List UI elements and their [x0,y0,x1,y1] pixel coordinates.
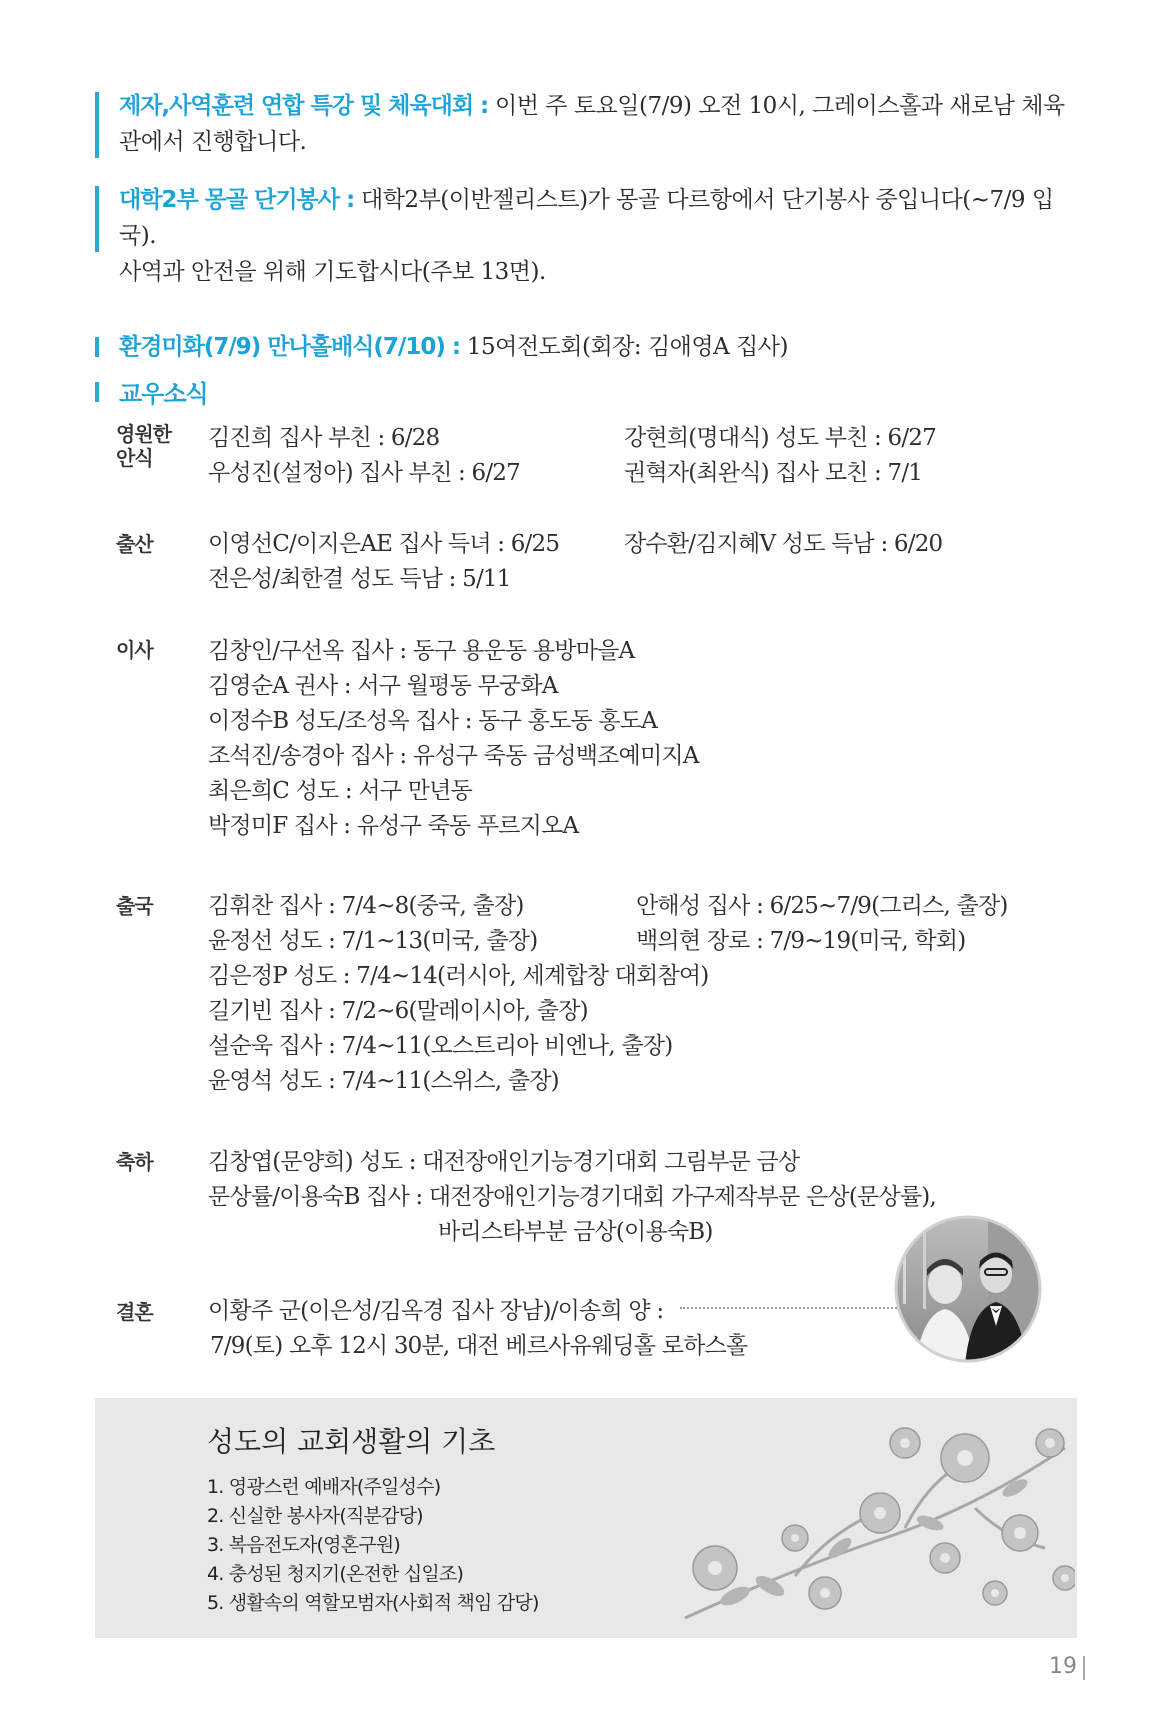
condolence-item-1: 김진희 집사 부친 : 6/28 [208,425,440,451]
wedding-leader-dots [680,1307,900,1309]
news-title: 교우소식 [119,380,208,408]
congrats-item-1: 김창엽(문양희) 성도 : 대전장애인기능경기대회 그림부문 금상 [208,1149,800,1175]
basics-item-5: 5. 생활속의 역할모범자(사회적 책임 감당) [207,1592,539,1614]
category-wedding: 결혼 [116,1300,153,1324]
moving-item-2: 김영순A 권사 : 서구 월평동 무궁화A [208,673,558,699]
birth-item-2: 장수환/김지혜V 성도 득남 : 6/20 [624,531,943,557]
notice-mongolia [119,182,1079,290]
page-number: 19 [1049,1654,1077,1679]
travel-item-4: 백의현 장로 : 7/9~19(미국, 학회) [636,928,966,954]
travel-item-3: 윤정선 성도 : 7/1~13(미국, 출장) [208,928,538,954]
category-condolence [116,422,186,470]
category-travel: 출국 [116,894,153,918]
moving-item-3: 이정수B 성도/조성옥 집사 : 동구 홍도동 홍도A [208,708,657,734]
notice-mongolia-title: 대학2부 몽골 단기봉사 : [119,187,355,213]
birth-item-1: 이영선C/이지은AE 집사 득녀 : 6/25 [208,531,560,557]
notice-training-line2: 관에서 진행합니다. [119,129,307,155]
notice-bar-1 [95,92,99,158]
church-life-basics-box [95,1398,1077,1638]
travel-item-6: 길기빈 집사 : 7/2~6(말레이시아, 출장) [208,998,588,1024]
floral-decoration-icon [675,1418,1075,1638]
basics-title: 성도의 교회생활의 기초 [207,1425,496,1458]
basics-item-2: 2. 신실한 봉사자(직분감당) [207,1505,423,1527]
notice-bar-2 [95,186,99,252]
notice-training [119,88,1079,160]
travel-item-7: 설순욱 집사 : 7/4~11(오스트리아 비엔나, 출장) [208,1033,673,1059]
notice-mongolia-line1: 대학2부(이반젤리스트)가 몽골 다르항에서 단기봉사 중입니다(~7/9 입국). [119,187,1054,249]
category-condolence-label1: 영원한 [116,422,171,446]
notice-training-line1: 이번 주 토요일(7/9) 오전 10시, 그레이스홀과 새로남 체육 [488,93,1065,119]
congrats-item-3: 바리스타부분 금상(이용숙B) [438,1219,713,1245]
category-birth: 출산 [116,532,153,556]
moving-item-1: 김창인/구선옥 집사 : 동구 용운동 용방마을A [208,638,635,664]
moving-item-4: 조석진/송경아 집사 : 유성구 죽동 금성백조예미지A [208,743,699,769]
env-text: 15여전도회(회장: 김애영A 집사) [460,334,788,360]
page-number-divider [1083,1656,1085,1680]
notice-training-title: 제자,사역훈련 연합 특강 및 체육대회 : [119,93,489,119]
env-bar [95,337,99,357]
condolence-item-3: 우성진(설정아) 집사 부친 : 6/27 [208,460,520,486]
moving-item-5: 최은희C 성도 : 서구 만년동 [208,778,472,804]
travel-item-5: 김은정P 성도 : 7/4~14(러시아, 세계합창 대회참여) [208,963,709,989]
birth-item-3: 전은성/최한결 성도 득남 : 5/11 [208,566,511,592]
env-title: 환경미화(7/9) 만나홀배식(7/10) : [119,334,461,360]
wedding-item-2: 7/9(토) 오후 12시 30분, 대전 베르사유웨딩홀 로하스홀 [210,1333,748,1359]
basics-item-3: 3. 복음전도자(영혼구원) [207,1534,400,1556]
travel-item-2: 안해성 집사 : 6/25~7/9(그리스, 출장) [636,893,1008,919]
condolence-item-2: 강현희(명대식) 성도 부친 : 6/27 [624,425,936,451]
travel-item-1: 김휘찬 집사 : 7/4~8(중국, 출장) [208,893,524,919]
category-congrats: 축하 [116,1150,153,1174]
travel-item-8: 윤영석 성도 : 7/4~11(스위스, 출장) [208,1068,559,1094]
category-moving: 이사 [116,638,153,662]
congrats-item-2: 문상률/이용숙B 집사 : 대전장애인기능경기대회 가구제작부문 은상(문상률), [208,1184,936,1210]
notice-mongolia-line2: 사역과 안전을 위해 기도합시다(주보 13면). [119,259,546,285]
env-notice [119,329,788,365]
condolence-item-4: 권혁자(최완식) 집사 모친 : 7/1 [624,460,923,486]
basics-item-4: 4. 충성된 청지기(온전한 십일조) [207,1563,464,1585]
news-bar [95,382,99,402]
wedding-item-1: 이황주 군(이은성/김옥경 집사 장남)/이송희 양 : [208,1298,664,1324]
wedding-photo [893,1214,1043,1364]
moving-item-6: 박정미F 집사 : 유성구 죽동 푸르지오A [208,813,579,839]
category-condolence-label2: 안식 [116,446,153,470]
basics-item-1: 1. 영광스런 예배자(주일성수) [207,1476,441,1498]
